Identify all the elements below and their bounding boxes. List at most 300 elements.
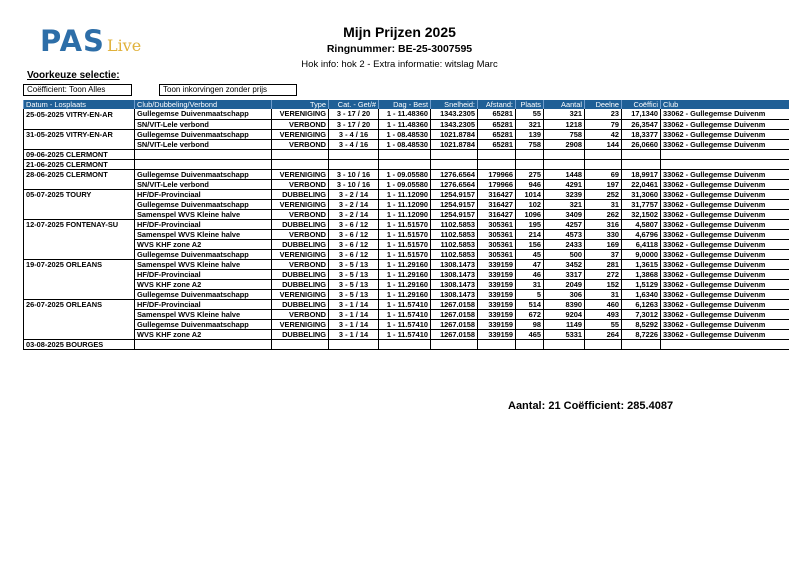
cell-afstand: 65281 xyxy=(478,139,516,149)
cell-afstand: 65281 xyxy=(478,119,516,129)
cell-type: VERBOND xyxy=(272,179,329,189)
cell-deelne: 31 xyxy=(585,289,622,299)
cell-type: VERENIGING xyxy=(272,199,329,209)
cell-deelne: 144 xyxy=(585,139,622,149)
cell-afstand: 316427 xyxy=(478,189,516,199)
cell-dag-best: 1 - 11.29160 xyxy=(379,269,431,279)
cell-cat: 3 - 6 / 12 xyxy=(329,239,379,249)
cell-aantal: 9204 xyxy=(544,309,585,319)
cell-datum xyxy=(24,329,135,339)
cell-deelne: 281 xyxy=(585,259,622,269)
cell-aantal: 4257 xyxy=(544,219,585,229)
cell-type: VERENIGING xyxy=(272,169,329,179)
cell-datum xyxy=(24,239,135,249)
cell-snelheid: 1276.6564 xyxy=(431,169,478,179)
cell-aantal: 2908 xyxy=(544,139,585,149)
cell-type: DUBBELING xyxy=(272,239,329,249)
cell-type: VERENIGING xyxy=(272,109,329,119)
header-deelne: Deelne xyxy=(585,100,622,109)
cell-cat: 3 - 6 / 12 xyxy=(329,229,379,239)
cell-club: 33062 - Gullegemse Duivenm xyxy=(661,329,790,339)
cell-cat: 3 - 10 / 16 xyxy=(329,179,379,189)
cell-club: 33062 - Gullegemse Duivenm xyxy=(661,109,790,119)
cell-datum xyxy=(24,309,135,319)
cell-datum xyxy=(24,319,135,329)
cell-aantal: 8390 xyxy=(544,299,585,309)
table-row xyxy=(24,309,790,319)
cell-aantal xyxy=(544,159,585,169)
cell-coefficient: 4,5807 xyxy=(622,219,661,229)
cell-dag-best: 1 - 11.48360 xyxy=(379,119,431,129)
cell-datum xyxy=(24,199,135,209)
header-plaats: Plaats xyxy=(516,100,544,109)
cell-datum xyxy=(24,139,135,149)
cell-cat xyxy=(329,159,379,169)
cell-deelne xyxy=(585,159,622,169)
show-unprized-option: Toon inkorvingen zonder prijs xyxy=(159,84,297,96)
cell-type: VERBOND xyxy=(272,309,329,319)
cell-snelheid xyxy=(431,339,478,349)
header-afstand: Afstand: xyxy=(478,100,516,109)
cell-afstand: 316427 xyxy=(478,199,516,209)
cell-dag-best: 1 - 08.48530 xyxy=(379,139,431,149)
cell-coefficient: 31,3060 xyxy=(622,189,661,199)
cell-type: VERBOND xyxy=(272,209,329,219)
cell-club-dubbeling: Gullegemse Duivenmaatschapp xyxy=(135,169,272,179)
cell-club-dubbeling xyxy=(135,149,272,159)
cell-club-dubbeling: Samenspel WVS Kleine halve xyxy=(135,229,272,239)
cell-datum: 19-07-2025 ORLEANS xyxy=(24,259,135,269)
cell-snelheid: 1308.1473 xyxy=(431,279,478,289)
cell-club-dubbeling: SN/VIT-Lele verbond xyxy=(135,179,272,189)
cell-snelheid: 1254.9157 xyxy=(431,189,478,199)
cell-club-dubbeling: Gullegemse Duivenmaatschapp xyxy=(135,129,272,139)
cell-dag-best xyxy=(379,159,431,169)
cell-snelheid xyxy=(431,149,478,159)
cell-afstand: 339159 xyxy=(478,259,516,269)
cell-dag-best: 1 - 09.05580 xyxy=(379,179,431,189)
cell-snelheid: 1267.0158 xyxy=(431,299,478,309)
cell-snelheid: 1308.1473 xyxy=(431,289,478,299)
cell-datum xyxy=(24,229,135,239)
cell-cat: 3 - 6 / 12 xyxy=(329,219,379,229)
cell-club-dubbeling: HF/DF-Provinciaal xyxy=(135,219,272,229)
cell-cat xyxy=(329,149,379,159)
cell-type: DUBBELING xyxy=(272,219,329,229)
cell-cat: 3 - 5 / 13 xyxy=(329,259,379,269)
cell-club-dubbeling: SN/VIT-Lele verbond xyxy=(135,139,272,149)
cell-club-dubbeling: WVS KHF zone A2 xyxy=(135,329,272,339)
page-title: Mijn Prijzen 2025 xyxy=(343,24,456,40)
cell-afstand: 339159 xyxy=(478,319,516,329)
cell-club-dubbeling: SN/VIT-Lele verbond xyxy=(135,119,272,129)
cell-deelne: 31 xyxy=(585,199,622,209)
cell-deelne: 69 xyxy=(585,169,622,179)
cell-afstand xyxy=(478,159,516,169)
cell-club-dubbeling: HF/DF-Provinciaal xyxy=(135,269,272,279)
cell-coefficient: 1,5129 xyxy=(622,279,661,289)
cell-aantal: 321 xyxy=(544,109,585,119)
cell-deelne: 152 xyxy=(585,279,622,289)
cell-plaats: 1014 xyxy=(516,189,544,199)
cell-aantal: 3317 xyxy=(544,269,585,279)
table-header-row xyxy=(24,100,790,109)
cell-coefficient: 22,0461 xyxy=(622,179,661,189)
cell-afstand: 339159 xyxy=(478,269,516,279)
cell-datum: 09-06-2025 CLERMONT xyxy=(24,149,135,159)
table-row xyxy=(24,139,790,149)
cell-cat: 3 - 1 / 14 xyxy=(329,329,379,339)
cell-aantal: 4291 xyxy=(544,179,585,189)
cell-club: 33062 - Gullegemse Duivenm xyxy=(661,299,790,309)
cell-type: DUBBELING xyxy=(272,269,329,279)
cell-plaats: 102 xyxy=(516,199,544,209)
cell-coefficient: 9,0000 xyxy=(622,249,661,259)
cell-deelne: 169 xyxy=(585,239,622,249)
cell-cat: 3 - 5 / 13 xyxy=(329,289,379,299)
cell-datum: 31-05-2025 VITRY-EN-AR xyxy=(24,129,135,139)
header-club-dubbeling: Club/Dubbeling/Verbond xyxy=(135,100,272,109)
cell-afstand: 305361 xyxy=(478,239,516,249)
cell-coefficient: 26,0660 xyxy=(622,139,661,149)
cell-club-dubbeling xyxy=(135,159,272,169)
table-row xyxy=(24,159,790,169)
cell-snelheid: 1267.0158 xyxy=(431,319,478,329)
table-row xyxy=(24,129,790,139)
cell-deelne: 272 xyxy=(585,269,622,279)
cell-coefficient: 8,5292 xyxy=(622,319,661,329)
cell-afstand: 339159 xyxy=(478,309,516,319)
cell-deelne: 460 xyxy=(585,299,622,309)
cell-aantal: 2049 xyxy=(544,279,585,289)
table-row xyxy=(24,259,790,269)
cell-club-dubbeling: Samenspel WVS Kleine halve xyxy=(135,259,272,269)
cell-afstand: 339159 xyxy=(478,329,516,339)
cell-afstand: 65281 xyxy=(478,129,516,139)
cell-plaats: 758 xyxy=(516,139,544,149)
cell-coefficient: 8,7226 xyxy=(622,329,661,339)
cell-club: 33062 - Gullegemse Duivenm xyxy=(661,309,790,319)
cell-cat: 3 - 1 / 14 xyxy=(329,319,379,329)
cell-cat: 3 - 1 / 14 xyxy=(329,299,379,309)
cell-type xyxy=(272,159,329,169)
cell-club-dubbeling: Gullegemse Duivenmaatschapp xyxy=(135,199,272,209)
cell-dag-best xyxy=(379,339,431,349)
cell-club: 33062 - Gullegemse Duivenm xyxy=(661,219,790,229)
table-row xyxy=(24,289,790,299)
cell-type: VERENIGING xyxy=(272,129,329,139)
cell-aantal: 3452 xyxy=(544,259,585,269)
cell-club-dubbeling: WVS KHF zone A2 xyxy=(135,279,272,289)
cell-plaats: 514 xyxy=(516,299,544,309)
cell-dag-best: 1 - 11.12090 xyxy=(379,199,431,209)
cell-deelne: 493 xyxy=(585,309,622,319)
cell-afstand: 339159 xyxy=(478,299,516,309)
cell-dag-best: 1 - 09.05580 xyxy=(379,169,431,179)
cell-datum: 26-07-2025 ORLEANS xyxy=(24,299,135,309)
cell-cat: 3 - 4 / 16 xyxy=(329,129,379,139)
table-row xyxy=(24,149,790,159)
cell-datum: 28-06-2025 CLERMONT xyxy=(24,169,135,179)
cell-club: 33062 - Gullegemse Duivenm xyxy=(661,269,790,279)
cell-cat: 3 - 1 / 14 xyxy=(329,309,379,319)
cell-datum xyxy=(24,249,135,259)
cell-afstand: 305361 xyxy=(478,219,516,229)
cell-plaats: 55 xyxy=(516,109,544,119)
cell-deelne: 262 xyxy=(585,209,622,219)
cell-club xyxy=(661,159,790,169)
cell-cat: 3 - 17 / 20 xyxy=(329,109,379,119)
cell-type: DUBBELING xyxy=(272,299,329,309)
cell-cat: 3 - 2 / 14 xyxy=(329,199,379,209)
cell-deelne: 197 xyxy=(585,179,622,189)
cell-plaats: 321 xyxy=(516,119,544,129)
cell-club-dubbeling: Gullegemse Duivenmaatschapp xyxy=(135,319,272,329)
cell-type: VERBOND xyxy=(272,119,329,129)
cell-afstand xyxy=(478,149,516,159)
cell-aantal: 306 xyxy=(544,289,585,299)
table-row xyxy=(24,239,790,249)
prizes-table xyxy=(23,100,789,350)
cell-club: 33062 - Gullegemse Duivenm xyxy=(661,209,790,219)
cell-aantal: 3239 xyxy=(544,189,585,199)
cell-deelne: 330 xyxy=(585,229,622,239)
cell-snelheid: 1102.5853 xyxy=(431,219,478,229)
cell-aantal: 1448 xyxy=(544,169,585,179)
cell-afstand: 179966 xyxy=(478,179,516,189)
hok-info: Hok info: hok 2 - Extra informatie: witslag Marc xyxy=(301,59,498,70)
cell-coefficient: 18,3377 xyxy=(622,129,661,139)
cell-dag-best: 1 - 11.29160 xyxy=(379,279,431,289)
cell-dag-best: 1 - 11.51570 xyxy=(379,229,431,239)
cell-datum: 05-07-2025 TOURY xyxy=(24,189,135,199)
header-coefficient: Coëffici xyxy=(622,100,661,109)
cell-snelheid: 1254.9157 xyxy=(431,209,478,219)
cell-club-dubbeling: HF/DF-Provinciaal xyxy=(135,299,272,309)
table-row xyxy=(24,269,790,279)
cell-datum xyxy=(24,289,135,299)
cell-club-dubbeling: Samenspel WVS Kleine halve xyxy=(135,209,272,219)
cell-club-dubbeling: WVS KHF zone A2 xyxy=(135,239,272,249)
cell-datum: 25-05-2025 VITRY-EN-AR xyxy=(24,109,135,119)
cell-deelne: 42 xyxy=(585,129,622,139)
cell-datum xyxy=(24,119,135,129)
cell-afstand: 179966 xyxy=(478,169,516,179)
cell-dag-best: 1 - 11.51570 xyxy=(379,249,431,259)
cell-aantal: 321 xyxy=(544,199,585,209)
table-row xyxy=(24,329,790,339)
header-cat: Cat. - Get/# xyxy=(329,100,379,109)
logo-brand: PAS xyxy=(40,24,105,58)
cell-aantal: 758 xyxy=(544,129,585,139)
cell-snelheid: 1343.2305 xyxy=(431,109,478,119)
cell-deelne: 252 xyxy=(585,189,622,199)
cell-plaats: 156 xyxy=(516,239,544,249)
cell-type: VERENIGING xyxy=(272,289,329,299)
cell-cat: 3 - 17 / 20 xyxy=(329,119,379,129)
cell-datum xyxy=(24,179,135,189)
cell-dag-best: 1 - 08.48530 xyxy=(379,129,431,139)
cell-plaats: 5 xyxy=(516,289,544,299)
cell-aantal: 500 xyxy=(544,249,585,259)
cell-type: DUBBELING xyxy=(272,279,329,289)
summary-total: Aantal: 21 Coëfficient: 285.4087 xyxy=(508,400,674,412)
cell-cat: 3 - 2 / 14 xyxy=(329,189,379,199)
header-dag-best: Dag - Best xyxy=(379,100,431,109)
table-body xyxy=(24,109,790,349)
header-aantal: Aantal xyxy=(544,100,585,109)
cell-club: 33062 - Gullegemse Duivenm xyxy=(661,119,790,129)
coefficient-filter: Coëfficient: Toon Alles xyxy=(23,84,132,96)
cell-club-dubbeling: Gullegemse Duivenmaatschapp xyxy=(135,109,272,119)
cell-coefficient: 6,1263 xyxy=(622,299,661,309)
cell-coefficient: 17,1340 xyxy=(622,109,661,119)
cell-coefficient: 31,7757 xyxy=(622,199,661,209)
cell-club: 33062 - Gullegemse Duivenm xyxy=(661,189,790,199)
selection-heading: Voorkeuze selectie: xyxy=(27,70,120,81)
cell-dag-best: 1 - 11.29160 xyxy=(379,289,431,299)
cell-cat: 3 - 5 / 13 xyxy=(329,269,379,279)
ring-number: Ringnummer: BE-25-3007595 xyxy=(326,43,473,55)
cell-snelheid: 1343.2305 xyxy=(431,119,478,129)
cell-club: 33062 - Gullegemse Duivenm xyxy=(661,169,790,179)
cell-afstand: 65281 xyxy=(478,109,516,119)
cell-club: 33062 - Gullegemse Duivenm xyxy=(661,259,790,269)
cell-coefficient: 4,6796 xyxy=(622,229,661,239)
cell-club xyxy=(661,339,790,349)
cell-type: VERENIGING xyxy=(272,249,329,259)
table-row xyxy=(24,179,790,189)
cell-coefficient: 18,9917 xyxy=(622,169,661,179)
table-row xyxy=(24,109,790,119)
cell-club-dubbeling: Gullegemse Duivenmaatschapp xyxy=(135,289,272,299)
cell-plaats: 46 xyxy=(516,269,544,279)
cell-cat: 3 - 2 / 14 xyxy=(329,209,379,219)
cell-coefficient: 1,6340 xyxy=(622,289,661,299)
cell-club: 33062 - Gullegemse Duivenm xyxy=(661,199,790,209)
cell-club: 33062 - Gullegemse Duivenm xyxy=(661,179,790,189)
cell-coefficient: 32,1502 xyxy=(622,209,661,219)
cell-datum: 21-06-2025 CLERMONT xyxy=(24,159,135,169)
cell-coefficient xyxy=(622,159,661,169)
table-row xyxy=(24,219,790,229)
table-row xyxy=(24,279,790,289)
cell-deelne: 316 xyxy=(585,219,622,229)
cell-club-dubbeling: HF/DF-Provinciaal xyxy=(135,189,272,199)
cell-deelne: 79 xyxy=(585,119,622,129)
cell-club xyxy=(661,149,790,159)
cell-plaats: 946 xyxy=(516,179,544,189)
cell-plaats xyxy=(516,149,544,159)
cell-plaats: 47 xyxy=(516,259,544,269)
cell-coefficient: 6,4118 xyxy=(622,239,661,249)
cell-afstand xyxy=(478,339,516,349)
cell-afstand: 305361 xyxy=(478,249,516,259)
cell-type: VERBOND xyxy=(272,259,329,269)
logo-suffix: Live xyxy=(106,36,142,55)
cell-snelheid: 1308.1473 xyxy=(431,269,478,279)
cell-snelheid: 1276.6564 xyxy=(431,179,478,189)
cell-snelheid: 1267.0158 xyxy=(431,309,478,319)
cell-datum xyxy=(24,209,135,219)
cell-deelne: 37 xyxy=(585,249,622,259)
cell-snelheid: 1267.0158 xyxy=(431,329,478,339)
cell-snelheid: 1021.8784 xyxy=(431,139,478,149)
cell-aantal: 5331 xyxy=(544,329,585,339)
cell-club: 33062 - Gullegemse Duivenm xyxy=(661,319,790,329)
cell-afstand: 339159 xyxy=(478,289,516,299)
cell-afstand: 316427 xyxy=(478,209,516,219)
cell-datum xyxy=(24,279,135,289)
cell-cat: 3 - 5 / 13 xyxy=(329,279,379,289)
cell-cat: 3 - 6 / 12 xyxy=(329,249,379,259)
cell-dag-best: 1 - 11.29160 xyxy=(379,259,431,269)
cell-aantal: 1218 xyxy=(544,119,585,129)
cell-deelne: 23 xyxy=(585,109,622,119)
cell-afstand: 305361 xyxy=(478,229,516,239)
cell-type: DUBBELING xyxy=(272,189,329,199)
cell-deelne: 55 xyxy=(585,319,622,329)
cell-snelheid: 1102.5853 xyxy=(431,249,478,259)
cell-dag-best: 1 - 11.51570 xyxy=(379,219,431,229)
cell-plaats: 1096 xyxy=(516,209,544,219)
cell-aantal: 2433 xyxy=(544,239,585,249)
cell-dag-best: 1 - 11.57410 xyxy=(379,319,431,329)
cell-afstand: 339159 xyxy=(478,279,516,289)
cell-plaats: 214 xyxy=(516,229,544,239)
cell-club-dubbeling xyxy=(135,339,272,349)
cell-type xyxy=(272,339,329,349)
header-club: Club xyxy=(661,100,790,109)
header-type: Type xyxy=(272,100,329,109)
cell-type: VERBOND xyxy=(272,229,329,239)
cell-club-dubbeling: Gullegemse Duivenmaatschapp xyxy=(135,249,272,259)
cell-plaats: 31 xyxy=(516,279,544,289)
cell-plaats: 139 xyxy=(516,129,544,139)
header-snelheid: Snelheid: xyxy=(431,100,478,109)
cell-aantal xyxy=(544,339,585,349)
cell-type xyxy=(272,149,329,159)
cell-plaats: 465 xyxy=(516,329,544,339)
cell-coefficient xyxy=(622,339,661,349)
cell-club: 33062 - Gullegemse Duivenm xyxy=(661,139,790,149)
cell-snelheid: 1021.8784 xyxy=(431,129,478,139)
cell-plaats xyxy=(516,339,544,349)
cell-dag-best: 1 - 11.48360 xyxy=(379,109,431,119)
cell-deelne xyxy=(585,149,622,159)
header-datum: Datum - Losplaats xyxy=(24,100,135,109)
cell-type: DUBBELING xyxy=(272,329,329,339)
cell-aantal: 4573 xyxy=(544,229,585,239)
cell-aantal: 3409 xyxy=(544,209,585,219)
cell-aantal xyxy=(544,149,585,159)
cell-plaats: 45 xyxy=(516,249,544,259)
cell-club: 33062 - Gullegemse Duivenm xyxy=(661,229,790,239)
cell-coefficient: 1,3615 xyxy=(622,259,661,269)
cell-club: 33062 - Gullegemse Duivenm xyxy=(661,129,790,139)
table-row xyxy=(24,339,790,349)
cell-dag-best: 1 - 11.57410 xyxy=(379,299,431,309)
cell-type: VERBOND xyxy=(272,139,329,149)
cell-plaats: 98 xyxy=(516,319,544,329)
cell-snelheid xyxy=(431,159,478,169)
cell-plaats: 672 xyxy=(516,309,544,319)
cell-plaats xyxy=(516,159,544,169)
cell-dag-best: 1 - 11.57410 xyxy=(379,309,431,319)
table-row xyxy=(24,189,790,199)
cell-coefficient: 26,3547 xyxy=(622,119,661,129)
table-row xyxy=(24,229,790,239)
